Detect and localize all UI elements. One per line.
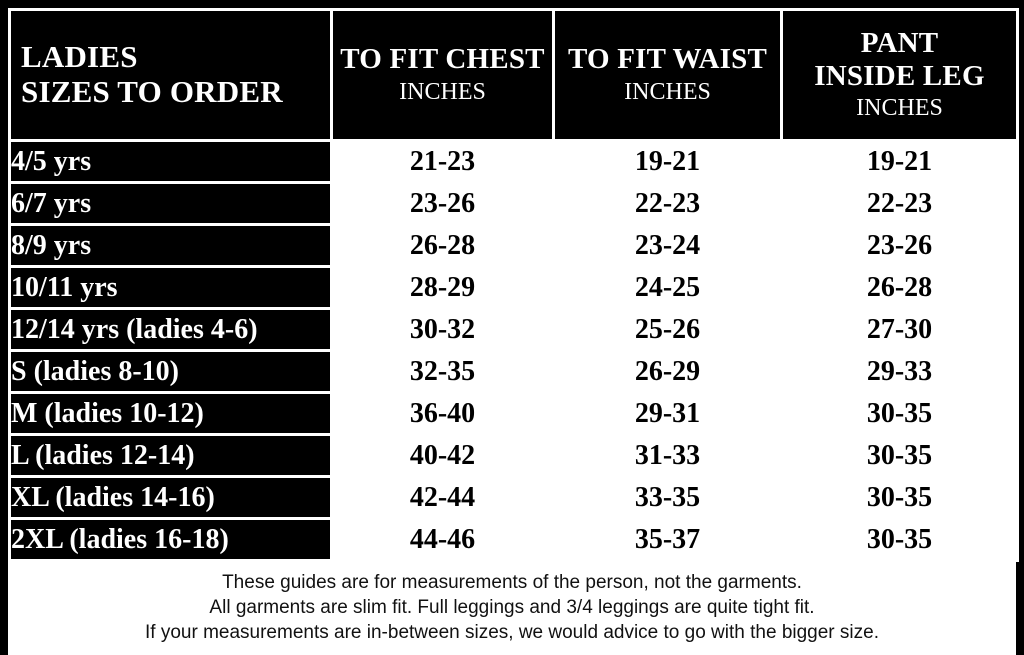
header-cell-inside-leg bbox=[782, 10, 1018, 141]
cell-inside-leg: 30-35 bbox=[782, 435, 1018, 477]
size-chart-page bbox=[0, 8, 1024, 644]
cell-chest: 21-23 bbox=[332, 141, 554, 183]
cell-chest: 44-46 bbox=[332, 519, 554, 561]
footnotes bbox=[8, 562, 1016, 655]
table-body bbox=[10, 141, 1018, 561]
cell-waist: 33-35 bbox=[554, 477, 782, 519]
cell-chest: 30-32 bbox=[332, 309, 554, 351]
header-sizes-line2: SIZES TO ORDER bbox=[21, 74, 283, 109]
table-row bbox=[10, 477, 1018, 519]
table-row bbox=[10, 267, 1018, 309]
cell-waist: 35-37 bbox=[554, 519, 782, 561]
cell-waist: 25-26 bbox=[554, 309, 782, 351]
cell-inside-leg: 22-23 bbox=[782, 183, 1018, 225]
cell-waist: 26-29 bbox=[554, 351, 782, 393]
table-row bbox=[10, 183, 1018, 225]
cell-size: XL (ladies 14-16) bbox=[10, 477, 332, 519]
cell-inside-leg: 19-21 bbox=[782, 141, 1018, 183]
footnote-line-1: These guides are for measurements of the person, not the garments. bbox=[222, 572, 802, 593]
cell-size: 6/7 yrs bbox=[10, 183, 332, 225]
size-chart-table bbox=[8, 8, 1019, 562]
table-row bbox=[10, 141, 1018, 183]
cell-size: 8/9 yrs bbox=[10, 225, 332, 267]
cell-chest: 42-44 bbox=[332, 477, 554, 519]
cell-chest: 36-40 bbox=[332, 393, 554, 435]
header-leg-title-line1: PANT bbox=[860, 27, 939, 60]
header-leg-unit: INCHES bbox=[856, 95, 943, 122]
footnote-line-3: If your measurements are in-between sizes, we would advice to go with the bigger size. bbox=[145, 622, 879, 644]
cell-size: 2XL (ladies 16-18) bbox=[10, 519, 332, 561]
cell-waist: 31-33 bbox=[554, 435, 782, 477]
table-row bbox=[10, 519, 1018, 561]
cell-size: 12/14 yrs (ladies 4-6) bbox=[10, 309, 332, 351]
header-waist-title: TO FIT WAIST bbox=[567, 43, 768, 76]
cell-size: 4/5 yrs bbox=[10, 141, 332, 183]
header-chest-title: TO FIT CHEST bbox=[340, 43, 545, 76]
table-row bbox=[10, 225, 1018, 267]
cell-waist: 19-21 bbox=[554, 141, 782, 183]
cell-waist: 23-24 bbox=[554, 225, 782, 267]
table-row bbox=[10, 435, 1018, 477]
cell-inside-leg: 30-35 bbox=[782, 393, 1018, 435]
cell-size: L (ladies 12-14) bbox=[10, 435, 332, 477]
table-row bbox=[10, 309, 1018, 351]
table-row bbox=[10, 393, 1018, 435]
cell-chest: 23-26 bbox=[332, 183, 554, 225]
table-header bbox=[10, 10, 1018, 141]
cell-size: M (ladies 10-12) bbox=[10, 393, 332, 435]
cell-inside-leg: 30-35 bbox=[782, 519, 1018, 561]
header-sizes-line1: LADIES bbox=[21, 39, 138, 75]
header-row bbox=[10, 10, 1018, 141]
cell-inside-leg: 26-28 bbox=[782, 267, 1018, 309]
cell-inside-leg: 30-35 bbox=[782, 477, 1018, 519]
header-cell-sizes bbox=[10, 10, 332, 141]
cell-chest: 32-35 bbox=[332, 351, 554, 393]
header-chest-unit: INCHES bbox=[399, 78, 486, 105]
cell-chest: 40-42 bbox=[332, 435, 554, 477]
header-cell-waist bbox=[554, 10, 782, 141]
header-leg-title-line2: INSIDE LEG bbox=[814, 59, 985, 92]
cell-inside-leg: 29-33 bbox=[782, 351, 1018, 393]
cell-waist: 29-31 bbox=[554, 393, 782, 435]
cell-chest: 26-28 bbox=[332, 225, 554, 267]
cell-waist: 22-23 bbox=[554, 183, 782, 225]
header-cell-chest bbox=[332, 10, 554, 141]
cell-size: S (ladies 8-10) bbox=[10, 351, 332, 393]
cell-size: 10/11 yrs bbox=[10, 267, 332, 309]
cell-inside-leg: 23-26 bbox=[782, 225, 1018, 267]
cell-inside-leg: 27-30 bbox=[782, 309, 1018, 351]
table-row bbox=[10, 351, 1018, 393]
footnote-line-2: All garments are slim fit. Full leggings and 3/4 leggings are quite tight fit. bbox=[209, 597, 815, 619]
header-waist-unit: INCHES bbox=[624, 78, 711, 105]
cell-chest: 28-29 bbox=[332, 267, 554, 309]
cell-waist: 24-25 bbox=[554, 267, 782, 309]
